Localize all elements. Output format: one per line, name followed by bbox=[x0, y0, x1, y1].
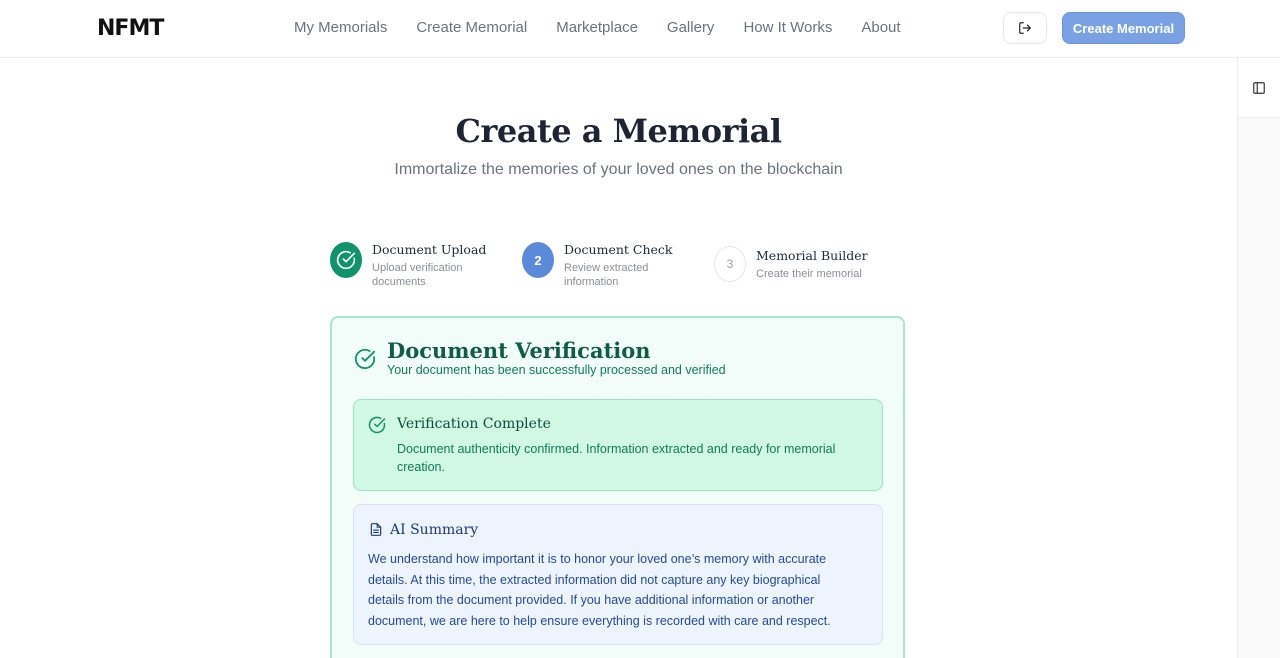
step-desc bbox=[564, 261, 672, 289]
ai-summary-title: AI Summary bbox=[390, 522, 479, 538]
brand-logo[interactable] bbox=[97, 16, 163, 40]
step-memorial-builder[interactable] bbox=[714, 246, 868, 282]
step-desc bbox=[372, 261, 486, 289]
step-desc-line: Create their memorial bbox=[756, 268, 862, 280]
ai-summary-text: We understand how important it is to honor your loved one’s memory with accurate details. At this time, the extracted information did not capture any key biographical details from the document provided. If you have additional information or another document, we are here to help ensure everything is recorded with care and respect. bbox=[368, 552, 831, 628]
step-desc-line: documents bbox=[372, 276, 426, 288]
nav-about[interactable]: About bbox=[861, 19, 901, 36]
step-document-upload[interactable] bbox=[330, 242, 486, 289]
ai-summary-box bbox=[353, 504, 883, 645]
step-document-check[interactable] bbox=[522, 242, 672, 289]
step-number-badge: 3 bbox=[714, 246, 746, 282]
step-number-badge: 2 bbox=[522, 242, 554, 278]
card-subtitle: Your document has been successfully processed and verified bbox=[387, 363, 726, 377]
verification-card bbox=[330, 316, 905, 658]
logout-icon bbox=[1018, 21, 1032, 35]
document-icon bbox=[369, 522, 383, 542]
step-desc-line: Upload verification bbox=[372, 262, 463, 274]
create-memorial-button[interactable]: Create Memorial bbox=[1062, 12, 1185, 44]
verification-text: Document authenticity confirmed. Information extracted and ready for memorial creation. bbox=[397, 442, 836, 474]
logout-button[interactable] bbox=[1003, 12, 1047, 44]
nav-how-it-works[interactable]: How It Works bbox=[743, 19, 833, 36]
main-nav bbox=[294, 19, 930, 36]
nav-create-memorial[interactable]: Create Memorial bbox=[416, 19, 528, 36]
sidebar-toggle-button[interactable] bbox=[1238, 58, 1280, 118]
top-header bbox=[0, 0, 1280, 58]
nav-my-memorials[interactable]: My Memorials bbox=[294, 19, 388, 36]
sidebar-panel-icon bbox=[1252, 81, 1266, 95]
page-title: Create a Memorial bbox=[455, 112, 782, 150]
verification-title: Verification Complete bbox=[397, 416, 551, 432]
check-circle-icon bbox=[354, 348, 376, 375]
step-title: Document Check bbox=[564, 242, 673, 257]
step-desc-line: Review extracted bbox=[564, 262, 649, 274]
step-complete-badge bbox=[330, 242, 362, 278]
page-subtitle: Immortalize the memories of your loved ones on the blockchain bbox=[394, 161, 843, 178]
nav-marketplace[interactable]: Marketplace bbox=[556, 19, 638, 36]
step-title: Memorial Builder bbox=[756, 248, 868, 263]
check-circle-icon bbox=[336, 250, 356, 270]
step-desc-line: information bbox=[564, 276, 619, 288]
check-circle-icon bbox=[368, 416, 386, 439]
step-title: Document Upload bbox=[372, 242, 487, 257]
step-desc bbox=[756, 267, 868, 281]
verification-status-box bbox=[353, 399, 883, 491]
logo-text: NFMT bbox=[97, 15, 164, 41]
right-sidebar bbox=[1237, 58, 1280, 658]
nav-gallery[interactable]: Gallery bbox=[666, 19, 715, 36]
card-title: Document Verification bbox=[387, 338, 651, 363]
